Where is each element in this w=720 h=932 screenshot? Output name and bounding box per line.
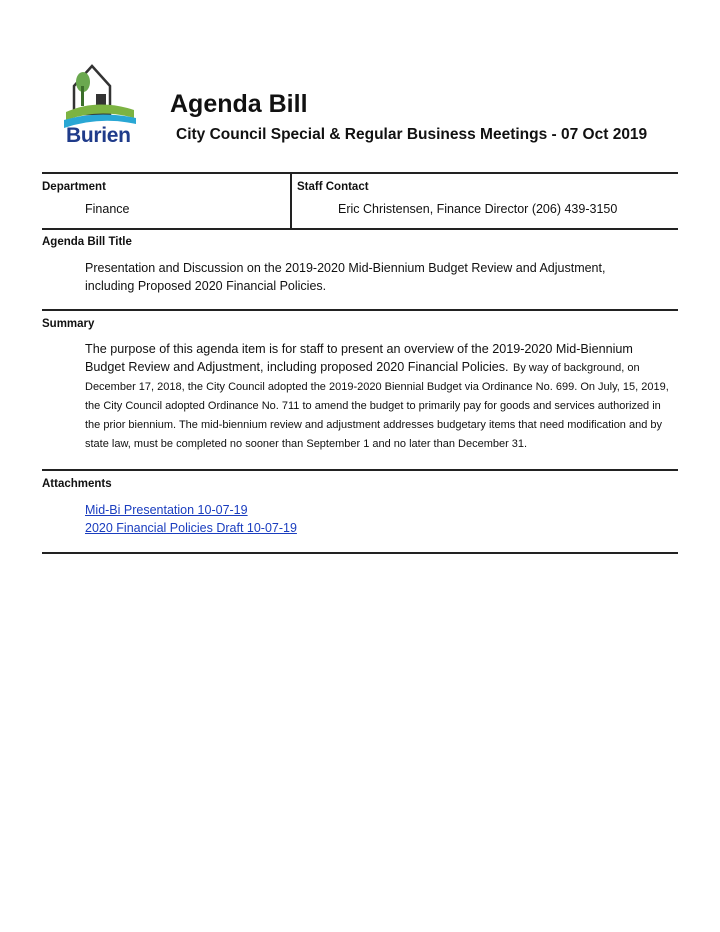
attachments-list (85, 501, 297, 537)
department-value: Finance (85, 202, 130, 216)
department-label: Department (42, 181, 106, 193)
page-title: Agenda Bill (170, 90, 308, 118)
divider (42, 469, 678, 471)
summary-purpose: The purpose of this agenda item is for staff to present an overview of the 2019-2020 Mid-Biennium Budget Review and Adjustment, including proposed 2020 Financial Policies. (85, 342, 633, 374)
agenda-bill-title-label: Agenda Bill Title (42, 236, 132, 248)
meeting-subtitle: City Council Special & Regular Business Meetings - 07 Oct 2019 (176, 126, 648, 143)
attachment-link[interactable]: 2020 Financial Policies Draft 10-07-19 (85, 521, 297, 535)
column-divider (290, 172, 292, 229)
attachment-link[interactable]: Mid-Bi Presentation 10-07-19 (85, 503, 248, 517)
divider (42, 172, 678, 174)
agenda-bill-title-line: including Proposed 2020 Financial Policies. (85, 279, 327, 293)
summary-text (85, 340, 675, 453)
logo-wordmark: Burien (66, 124, 131, 147)
summary-label: Summary (42, 318, 95, 330)
staff-contact-value: Eric Christensen, Finance Director (206) 439-3150 (338, 202, 618, 216)
agenda-bill-title-line: Presentation and Discussion on the 2019-2020 Mid-Biennium Budget Review and Adjustment, (85, 261, 606, 275)
summary-background: By way of background, on December 17, 2018, the City Council adopted the 2019-2020 Biennial Budget via Ordinance No. 699. On July, 15, 2019, the City Council adopted Ordinance No. 711 to amend the budget to primarily pay for goods and services authorized in the prior biennium. The mid-biennium review and adjustment addresses budgetary items that need modification and by state law, must be completed no sooner than September 1 and no later than December 31. (85, 362, 669, 450)
attachments-label: Attachments (42, 478, 112, 490)
divider (42, 552, 678, 554)
divider (42, 228, 678, 230)
divider (42, 309, 678, 311)
staff-contact-label: Staff Contact (297, 181, 369, 193)
